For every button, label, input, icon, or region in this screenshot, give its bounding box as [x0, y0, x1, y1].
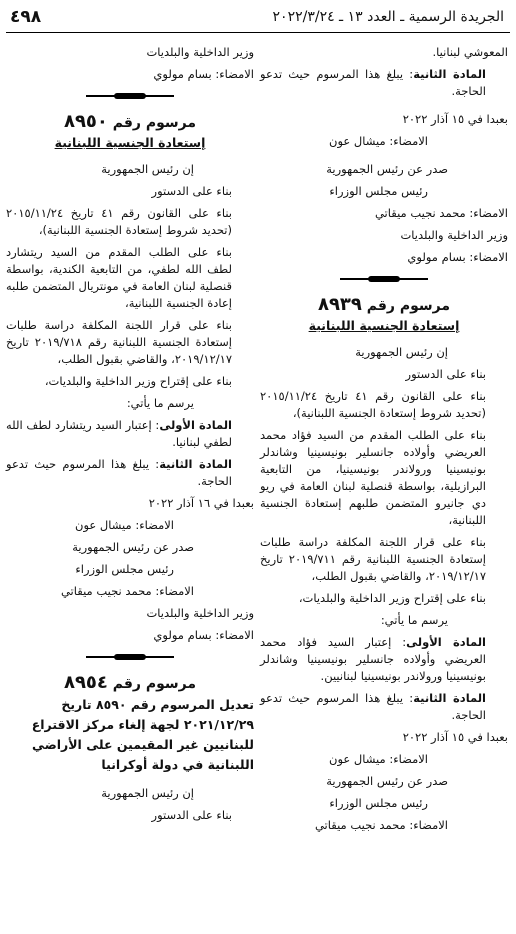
president-signature: الامضاء: ميشال عون [329, 134, 428, 148]
decree-subject: تعديل المرسوم رقم ٨٥٩٠ تاريخ ٢٠٢١/١٢/٢٩ لجهة إلغاء مركز الاقتراع للبنانيين غير المقيمين على الأراضي اللبنانية في دولة أوكرانيا [31, 697, 254, 772]
decrees-line: يرسم ما يأتي: [126, 396, 194, 410]
article-2 [260, 690, 508, 724]
pm-title: رئيس مجلس الوزراء [75, 562, 174, 576]
president-line: إن رئيس الجمهورية [355, 345, 448, 359]
left-column [6, 44, 254, 829]
page-number: ٤٩٨ [10, 7, 42, 27]
minister-signature: الامضاء: بسام مولوي [407, 250, 508, 264]
decree-number: ٨٩٥٤ [63, 672, 108, 693]
committee-paragraph: بناء على قرار اللجنة المكلفة دراسة طلبات إستعادة الجنسية اللبنانية رقم ٢٠١٩/٧١٨ تاريخ ٢٠١٩/١٢/١٧، والقاضي بقبول الطلب، [6, 318, 232, 366]
proposal-paragraph: بناء على إقتراح وزير الداخلية والبلديات، [44, 374, 232, 388]
pm-signature: الامضاء: محمد نجيب ميقاتي [314, 818, 448, 832]
request-paragraph: بناء على الطلب المقدم من السيد فؤاد محمد العريضي وأولاده جانسلير بونيسينيا وشاندلر بونيسينيا ورولاندر بونيسينيا، من التابعية البرازيلية، بواسطة قنصلية لبنان العامة في ريو دي جانيرو المتضمن طلبهم إستعادة الجنسية اللبنانية، [260, 428, 486, 527]
minister-signature: الامضاء: بسام مولوي [153, 67, 254, 81]
decree-label: مرسوم رقم [112, 115, 197, 131]
article-text: : إعتبار السيد ريتشارد لطف الله لطفي لبنانيا. [6, 418, 232, 449]
pm-title: رئيس مجلس الوزراء [329, 796, 428, 810]
pm-title: رئيس مجلس الوزراء [329, 184, 428, 198]
president-signature: الامضاء: ميشال عون [75, 518, 174, 532]
constitution-line: بناء على الدستور [405, 367, 486, 381]
pm-signature: الامضاء: محمد نجيب ميقاتي [374, 206, 508, 220]
right-column [260, 44, 508, 839]
request-paragraph: بناء على الطلب المقدم من السيد ريتشارد لطف الله لطفي، من التابعية الكندية، بواسطة قنصلية لبنان العامة في مونتريال المتضمن طلبه إعادة الجنسية اللبنانية، [6, 245, 232, 310]
decrees-line: يرسم ما يأتي: [380, 613, 448, 627]
decree-heading [260, 296, 508, 315]
decree-number: ٨٩٣٩ [317, 294, 362, 315]
section-divider [86, 93, 174, 99]
president-line: إن رئيس الجمهورية [101, 786, 194, 800]
issued-by: صدر عن رئيس الجمهورية [72, 540, 194, 554]
decree-number: ٨٩٥٠ [63, 111, 108, 132]
article-label: المادة الثانية [159, 457, 232, 471]
proposal-paragraph: بناء على إقتراح وزير الداخلية والبلديات، [298, 591, 486, 605]
section-divider [86, 654, 174, 660]
president-signature: الامضاء: ميشال عون [329, 752, 428, 766]
article-label: المادة الثانية [413, 67, 486, 81]
law-reference: بناء على القانون رقم ٤١ تاريخ ٢٠١٥/١١/٢٤ (تحديد شروط إستعادة الجنسية اللبنانية)، [6, 206, 232, 237]
president-line: إن رئيس الجمهورية [101, 162, 194, 176]
constitution-line: بناء على الدستور [151, 184, 232, 198]
article-label: المادة الثانية [413, 691, 486, 705]
minister-title: وزير الداخلية والبلديات [400, 228, 508, 242]
article-text: : يبلغ هذا المرسوم حيث تدعو الحاجة. [260, 67, 486, 98]
date-line: بعبدا في ١٥ آذار ٢٠٢٢ [402, 112, 508, 126]
article-label: المادة الأولى [159, 418, 232, 432]
article-1 [260, 634, 508, 685]
law-reference: بناء على القانون رقم ٤١ تاريخ ٢٠١٥/١١/٢٤ (تحديد شروط إستعادة الجنسية اللبنانية)، [260, 389, 486, 420]
article-1 [6, 417, 254, 451]
article-text: : إعتبار السيد فؤاد محمد العريضي وأولاده جانسلير بونيسينيا وشاندلر بونيسينيا ورولاندر بونيسينيا لبنانيين. [260, 635, 486, 683]
article-2 [6, 456, 254, 490]
date-line: بعبدا في ١٦ آذار ٢٠٢٢ [148, 496, 254, 510]
article-label: المادة الأولى [406, 635, 487, 649]
decree-label: مرسوم رقم [112, 676, 197, 692]
article-2 [260, 66, 508, 100]
minister-title: وزير الداخلية والبلديات [146, 606, 254, 620]
minister-signature: الامضاء: بسام مولوي [153, 628, 254, 642]
gazette-issue-title: الجريدة الرسمية ـ العدد ١٣ ـ ٢٠٢٢/٣/٢٤ [272, 9, 504, 25]
article-text: : يبلغ هذا المرسوم حيث تدعو الحاجة. [6, 457, 232, 488]
decree-label: مرسوم رقم [366, 298, 451, 314]
section-divider [340, 276, 428, 282]
decree-subject: إستعادة الجنسية اللبنانية [308, 318, 460, 333]
decree-subject: إستعادة الجنسية اللبنانية [54, 135, 206, 150]
issued-by: صدر عن رئيس الجمهورية [326, 774, 448, 788]
minister-title: وزير الداخلية والبلديات [146, 45, 254, 59]
constitution-line: بناء على الدستور [151, 808, 232, 822]
previous-decree-tail: المعوشي لبنانيا. [432, 45, 508, 59]
decree-heading [6, 113, 254, 132]
date-line: بعبدا في ١٥ آذار ٢٠٢٢ [402, 730, 508, 744]
pm-signature: الامضاء: محمد نجيب ميقاتي [60, 584, 194, 598]
committee-paragraph: بناء على قرار اللجنة المكلفة دراسة طلبات إستعادة الجنسية اللبنانية رقم ٢٠١٩/٧١١ تاريخ ٢٠١٩/١٢/١٧، والقاضي بقبول الطلب، [260, 535, 486, 583]
page-header [6, 6, 510, 33]
decree-heading [6, 674, 254, 693]
article-text: : يبلغ هذا المرسوم حيث تدعو الحاجة. [260, 691, 486, 722]
issued-by: صدر عن رئيس الجمهورية [326, 162, 448, 176]
